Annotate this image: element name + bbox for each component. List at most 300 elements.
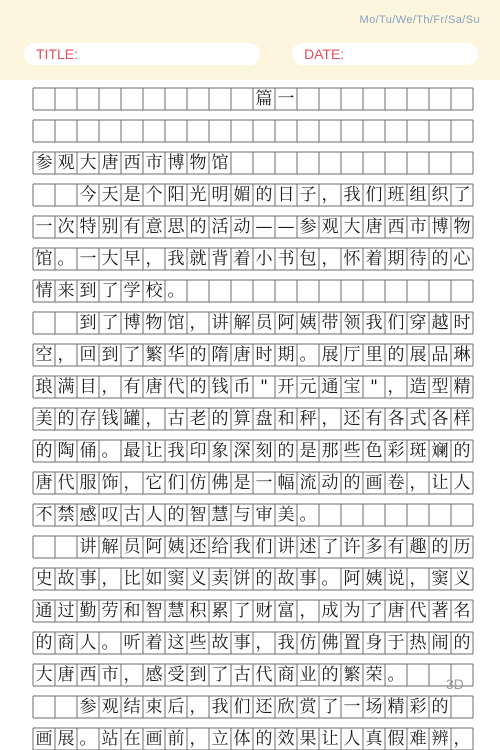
grid-character: 别 xyxy=(101,217,119,237)
grid-character: 。 xyxy=(387,665,405,685)
grid-character: 的 xyxy=(189,345,207,365)
grid-character: 印 xyxy=(189,441,207,461)
grid-character: 古 xyxy=(123,505,141,525)
grid-character: 物 xyxy=(189,153,207,173)
grid-character: 参 xyxy=(35,153,53,173)
grid-character: 越 xyxy=(431,313,449,333)
grid-character: 服 xyxy=(79,473,97,493)
grid-character: 们 xyxy=(365,185,383,205)
grid-character: 观 xyxy=(321,217,339,237)
grid-character: 人 xyxy=(453,473,471,493)
grid-character: 真 xyxy=(365,729,383,749)
grid-character: 是 xyxy=(123,185,141,205)
date-label: DATE: xyxy=(304,46,345,62)
grid-character: 动 xyxy=(233,217,251,237)
grid-character: 的 xyxy=(277,441,295,461)
grid-character: 义 xyxy=(453,569,471,589)
grid-character: 窦 xyxy=(431,569,449,589)
grid-character: 物 xyxy=(145,313,163,333)
grid-character: 了 xyxy=(101,281,119,301)
grid-character: 特 xyxy=(79,217,97,237)
grid-character: 故 xyxy=(211,633,229,653)
grid-character: 大 xyxy=(343,217,361,237)
grid-character: 陶 xyxy=(57,441,75,461)
grid-character: 些 xyxy=(343,441,361,461)
grid-character: 精 xyxy=(387,697,405,717)
grid-character: 效 xyxy=(277,729,295,749)
grid-character: 天 xyxy=(101,185,119,205)
grid-character: 繁 xyxy=(145,345,163,365)
grid-character: 型 xyxy=(431,377,449,397)
grid-character: 就 xyxy=(189,249,207,269)
grid-character: 的 xyxy=(453,633,471,653)
grid-character: 许 xyxy=(343,537,361,557)
watermark: 3D xyxy=(446,676,464,692)
grid-character: 让 xyxy=(145,441,163,461)
grid-character: 罐 xyxy=(123,409,141,429)
grid-character: 了 xyxy=(233,601,251,621)
grid-character: 领 xyxy=(343,313,361,333)
grid-character: 班 xyxy=(387,185,405,205)
grid-character: 西 xyxy=(387,217,405,237)
grid-character: 带 xyxy=(321,313,339,333)
grid-character: 馆 xyxy=(211,153,229,173)
grid-character: 们 xyxy=(167,473,185,493)
grid-character: 慧 xyxy=(167,601,185,621)
grid-character: 的 xyxy=(35,633,53,653)
grid-character: 古 xyxy=(167,409,185,429)
grid-character: 一 xyxy=(35,217,53,237)
grid-character: " xyxy=(370,377,378,397)
grid-character: 。 xyxy=(101,633,119,653)
grid-character: ， xyxy=(145,249,163,269)
grid-character: 各 xyxy=(387,409,405,429)
grid-character: 算 xyxy=(233,409,251,429)
grid-character: 商 xyxy=(57,633,75,653)
grid-character: 们 xyxy=(233,697,251,717)
grid-character: 前 xyxy=(167,729,185,749)
grid-character: ， xyxy=(123,473,141,493)
grid-character: 古 xyxy=(233,665,251,685)
grid-character: 子 xyxy=(299,185,317,205)
grid-character: 如 xyxy=(145,569,163,589)
grid-character: 斓 xyxy=(431,441,449,461)
grid-character: 校 xyxy=(145,281,163,301)
grid-character: ， xyxy=(387,377,405,397)
grid-character: ， xyxy=(189,313,207,333)
grid-character: 日 xyxy=(277,185,295,205)
grid-character: 叹 xyxy=(101,505,119,525)
grid-character: 体 xyxy=(233,729,251,749)
grid-character: 的 xyxy=(387,345,405,365)
grid-character: 姨 xyxy=(365,569,383,589)
grid-character: 还 xyxy=(189,537,207,557)
grid-character: 。 xyxy=(299,505,317,525)
writing-grid-paper xyxy=(0,80,500,750)
grid-character: 卖 xyxy=(211,569,229,589)
grid-character: 场 xyxy=(365,697,383,717)
grid-character: 智 xyxy=(189,505,207,525)
grid-character: 物 xyxy=(453,217,471,237)
grid-character: " xyxy=(260,377,268,397)
grid-character: 参 xyxy=(299,217,317,237)
grid-character: 到 xyxy=(79,281,97,301)
grid-character: 市 xyxy=(101,665,119,685)
grid-character: 的 xyxy=(431,537,449,557)
grid-character: 著 xyxy=(431,601,449,621)
grid-character: 一 xyxy=(277,89,295,109)
grid-character: 代 xyxy=(57,473,75,493)
grid-character: 色 xyxy=(365,441,383,461)
grid-character: 隋 xyxy=(211,345,229,365)
grid-character: 美 xyxy=(277,505,295,525)
grid-character: 琳 xyxy=(453,345,471,365)
grid-character: 累 xyxy=(211,601,229,621)
grid-character: 怀 xyxy=(343,249,361,269)
grid-character: 立 xyxy=(211,729,229,749)
grid-character: 事 xyxy=(79,569,97,589)
grid-character: 我 xyxy=(343,185,361,205)
grid-character: 赏 xyxy=(299,697,317,717)
grid-character: 馆 xyxy=(35,249,53,269)
grid-character: 和 xyxy=(277,409,295,429)
grid-character: 结 xyxy=(123,697,141,717)
grid-character: 佛 xyxy=(321,633,339,653)
grid-character: 受 xyxy=(167,665,185,685)
grid-character: 。 xyxy=(167,281,185,301)
grid-character: 仿 xyxy=(189,473,207,493)
grid-character: 佛 xyxy=(211,473,229,493)
grid-character: 活 xyxy=(211,217,229,237)
grid-character: 人 xyxy=(343,729,361,749)
grid-character: 让 xyxy=(431,473,449,493)
grid-character: 钱 xyxy=(101,409,119,429)
grid-character: 包 xyxy=(299,249,317,269)
grid-character: 厅 xyxy=(343,345,361,365)
grid-character: 美 xyxy=(35,409,53,429)
grid-character: 秤 xyxy=(299,409,317,429)
grid-character: 难 xyxy=(409,729,427,749)
grid-character: ， xyxy=(57,345,75,365)
grid-character: 不 xyxy=(35,505,53,525)
grid-character: 了 xyxy=(123,345,141,365)
grid-character: 了 xyxy=(365,601,383,621)
grid-character: 我 xyxy=(167,249,185,269)
grid-character: 画 xyxy=(365,473,383,493)
grid-character: 是 xyxy=(299,441,317,461)
grid-character: ， xyxy=(299,601,317,621)
grid-character: 唐 xyxy=(35,473,53,493)
grid-character: 唐 xyxy=(233,345,251,365)
grid-character: 西 xyxy=(79,665,97,685)
grid-character: 劳 xyxy=(101,601,119,621)
grid-character: 式 xyxy=(409,409,427,429)
grid-character: 那 xyxy=(321,441,339,461)
grid-character: 有 xyxy=(123,377,141,397)
grid-character: 阿 xyxy=(277,313,295,333)
grid-character: 窦 xyxy=(167,569,185,589)
grid-character: 名 xyxy=(453,601,471,621)
grid-character: 里 xyxy=(365,345,383,365)
grid-character: — xyxy=(255,217,273,237)
grid-character: 的 xyxy=(255,569,273,589)
grid-character: 。 xyxy=(321,569,339,589)
grid-character: 的 xyxy=(189,217,207,237)
grid-character: 是 xyxy=(233,473,251,493)
grid-character: ， xyxy=(453,729,471,749)
grid-character: 学 xyxy=(123,281,141,301)
grid-character: 背 xyxy=(211,249,229,269)
grid-character: 荣 xyxy=(365,665,383,685)
grid-character: 仿 xyxy=(299,633,317,653)
grid-character: 情 xyxy=(35,281,53,301)
grid-character: 后 xyxy=(167,697,185,717)
grid-character: 解 xyxy=(233,313,251,333)
grid-character: 和 xyxy=(123,601,141,621)
grid-character: 姨 xyxy=(167,537,185,557)
grid-character: 商 xyxy=(277,665,295,685)
grid-character: 品 xyxy=(431,345,449,365)
grid-character: 置 xyxy=(343,633,361,653)
grid-character: 彩 xyxy=(409,697,427,717)
grid-character: 展 xyxy=(57,729,75,749)
grid-character: 我 xyxy=(277,633,295,653)
grid-character: 市 xyxy=(145,153,163,173)
grid-character: 着 xyxy=(365,249,383,269)
grid-character: ， xyxy=(321,185,339,205)
grid-character: 财 xyxy=(255,601,273,621)
grid-character: 空 xyxy=(35,345,53,365)
grid-character: 华 xyxy=(167,345,185,365)
grid-character: 一 xyxy=(79,249,97,269)
date-field xyxy=(292,43,478,65)
grid-character: 我 xyxy=(365,313,383,333)
weekday-strip: Mo/Tu/We/Th/Fr/Sa/Su xyxy=(359,14,480,26)
grid-character: 比 xyxy=(123,569,141,589)
grid-character: 媚 xyxy=(233,185,251,205)
grid-character: 篇 xyxy=(255,89,273,109)
grid-character: 历 xyxy=(453,537,471,557)
grid-character: 盘 xyxy=(255,409,273,429)
grid-character: 这 xyxy=(167,633,185,653)
grid-character: 回 xyxy=(79,345,97,365)
grid-character: 刻 xyxy=(255,441,273,461)
grid-character: 站 xyxy=(101,729,119,749)
grid-character: 的 xyxy=(211,409,229,429)
grid-character: 待 xyxy=(409,249,427,269)
grid-character: ， xyxy=(145,409,163,429)
grid-character: 画 xyxy=(145,729,163,749)
grid-character: 一 xyxy=(343,697,361,717)
grid-character: 期 xyxy=(277,345,295,365)
grid-character: 唐 xyxy=(101,153,119,173)
grid-character: 辨 xyxy=(431,729,449,749)
grid-character: 各 xyxy=(431,409,449,429)
grid-character: 有 xyxy=(123,217,141,237)
grid-character: 人 xyxy=(145,505,163,525)
grid-character: 了 xyxy=(321,697,339,717)
grid-character: ， xyxy=(255,633,273,653)
grid-character: 智 xyxy=(145,601,163,621)
grid-character: 流 xyxy=(299,473,317,493)
grid-character: 参 xyxy=(79,697,97,717)
grid-character: 代 xyxy=(255,665,273,685)
grid-character: 我 xyxy=(233,537,251,557)
grid-character: 些 xyxy=(189,633,207,653)
grid-character: 展 xyxy=(321,345,339,365)
grid-character: 目 xyxy=(79,377,97,397)
grid-character: 讲 xyxy=(277,537,295,557)
grid-character: 织 xyxy=(431,185,449,205)
grid-character: 的 xyxy=(431,697,449,717)
grid-character: 馆 xyxy=(167,313,185,333)
grid-character: 的 xyxy=(255,729,273,749)
grid-character: 感 xyxy=(79,505,97,525)
grid-character: 欣 xyxy=(277,697,295,717)
grid-character: 唐 xyxy=(145,377,163,397)
grid-character: ， xyxy=(189,697,207,717)
grid-character: 唐 xyxy=(387,601,405,621)
grid-character: — xyxy=(277,217,295,237)
grid-character: 解 xyxy=(101,537,119,557)
grid-character: 琅 xyxy=(35,377,53,397)
grid-character: 积 xyxy=(189,601,207,621)
grid-character: 一 xyxy=(255,473,273,493)
grid-character: 说 xyxy=(387,569,405,589)
grid-character: 审 xyxy=(255,505,273,525)
grid-character: 员 xyxy=(255,313,273,333)
grid-character: 阳 xyxy=(167,185,185,205)
grid-character: 通 xyxy=(35,601,53,621)
grid-character: 动 xyxy=(321,473,339,493)
grid-character: 。 xyxy=(299,345,317,365)
grid-character: 大 xyxy=(101,249,119,269)
grid-character: ， xyxy=(123,665,141,685)
grid-character: ， xyxy=(189,729,207,749)
grid-character: ， xyxy=(101,377,119,397)
grid-character: 们 xyxy=(387,313,405,333)
grid-character: 事 xyxy=(299,569,317,589)
grid-character: 唐 xyxy=(57,665,75,685)
grid-character: 市 xyxy=(409,217,427,237)
grid-character: 博 xyxy=(431,217,449,237)
grid-character: 。 xyxy=(101,441,119,461)
grid-character: 趣 xyxy=(409,537,427,557)
grid-character: 感 xyxy=(145,665,163,685)
grid-character: 期 xyxy=(387,249,405,269)
grid-character: 书 xyxy=(277,249,295,269)
grid-character: 阿 xyxy=(145,537,163,557)
grid-character: 博 xyxy=(167,153,185,173)
grid-character: 早 xyxy=(123,249,141,269)
grid-character: 博 xyxy=(123,313,141,333)
grid-character: 钱 xyxy=(211,377,229,397)
grid-character: 通 xyxy=(321,377,339,397)
grid-character: 了 xyxy=(321,537,339,557)
grid-character: 穿 xyxy=(409,313,427,333)
grid-character: 卷 xyxy=(387,473,405,493)
grid-character: 述 xyxy=(299,537,317,557)
grid-character: 次 xyxy=(57,217,75,237)
grid-character: 与 xyxy=(233,505,251,525)
grid-character: 让 xyxy=(321,729,339,749)
grid-character: 有 xyxy=(365,409,383,429)
grid-character: 个 xyxy=(145,185,163,205)
grid-character: 着 xyxy=(145,633,163,653)
grid-character: 到 xyxy=(189,665,207,685)
grid-character: 心 xyxy=(453,249,471,269)
grid-character: 在 xyxy=(123,729,141,749)
grid-character: 宝 xyxy=(343,377,361,397)
grid-character: 有 xyxy=(387,537,405,557)
grid-character: 明 xyxy=(211,185,229,205)
grid-character: 来 xyxy=(57,281,75,301)
grid-character: 的 xyxy=(255,185,273,205)
grid-character: 果 xyxy=(299,729,317,749)
grid-character: 幅 xyxy=(277,473,295,493)
grid-character: 了 xyxy=(101,313,119,333)
grid-character: 时 xyxy=(453,313,471,333)
grid-character: 我 xyxy=(211,697,229,717)
grid-character: 西 xyxy=(123,153,141,173)
grid-character: 讲 xyxy=(211,313,229,333)
grid-character: 代 xyxy=(167,377,185,397)
grid-character: 到 xyxy=(79,313,97,333)
grid-character: 象 xyxy=(211,441,229,461)
grid-character: 禁 xyxy=(57,505,75,525)
grid-character: 的 xyxy=(431,249,449,269)
grid-character: 组 xyxy=(409,185,427,205)
grid-character: 饰 xyxy=(101,473,119,493)
grid-character: 成 xyxy=(321,601,339,621)
grid-character: ， xyxy=(321,249,339,269)
grid-character: 彩 xyxy=(387,441,405,461)
grid-character: 到 xyxy=(101,345,119,365)
grid-character: 还 xyxy=(255,697,273,717)
grid-character: 的 xyxy=(343,473,361,493)
title-label: TITLE: xyxy=(36,46,79,62)
grid-character: 。 xyxy=(79,729,97,749)
grid-character: 的 xyxy=(453,441,471,461)
grid-character: 造 xyxy=(409,377,427,397)
grid-character: 为 xyxy=(343,601,361,621)
grid-character: 满 xyxy=(57,377,75,397)
grid-character: 意 xyxy=(145,217,163,237)
grid-character: 过 xyxy=(57,601,75,621)
grid-character: 唐 xyxy=(365,217,383,237)
grid-character: 的 xyxy=(189,377,207,397)
grid-character: ， xyxy=(101,569,119,589)
grid-character: 故 xyxy=(277,569,295,589)
grid-character: 员 xyxy=(123,537,141,557)
grid-character: 画 xyxy=(35,729,53,749)
grid-character: 了 xyxy=(211,665,229,685)
grid-character: 精 xyxy=(453,377,471,397)
grid-character: 深 xyxy=(233,441,251,461)
grid-character: 它 xyxy=(145,473,163,493)
grid-character: 还 xyxy=(343,409,361,429)
grid-character: 观 xyxy=(101,697,119,717)
grid-character: 币 xyxy=(233,377,251,397)
grid-character: 事 xyxy=(233,633,251,653)
grid-character: 身 xyxy=(365,633,383,653)
grid-character: 我 xyxy=(167,441,185,461)
grid-character: 小 xyxy=(255,249,273,269)
grid-character: 假 xyxy=(387,729,405,749)
grid-character: 代 xyxy=(409,601,427,621)
grid-character: 的 xyxy=(57,409,75,429)
grid-character: 勤 xyxy=(79,601,97,621)
